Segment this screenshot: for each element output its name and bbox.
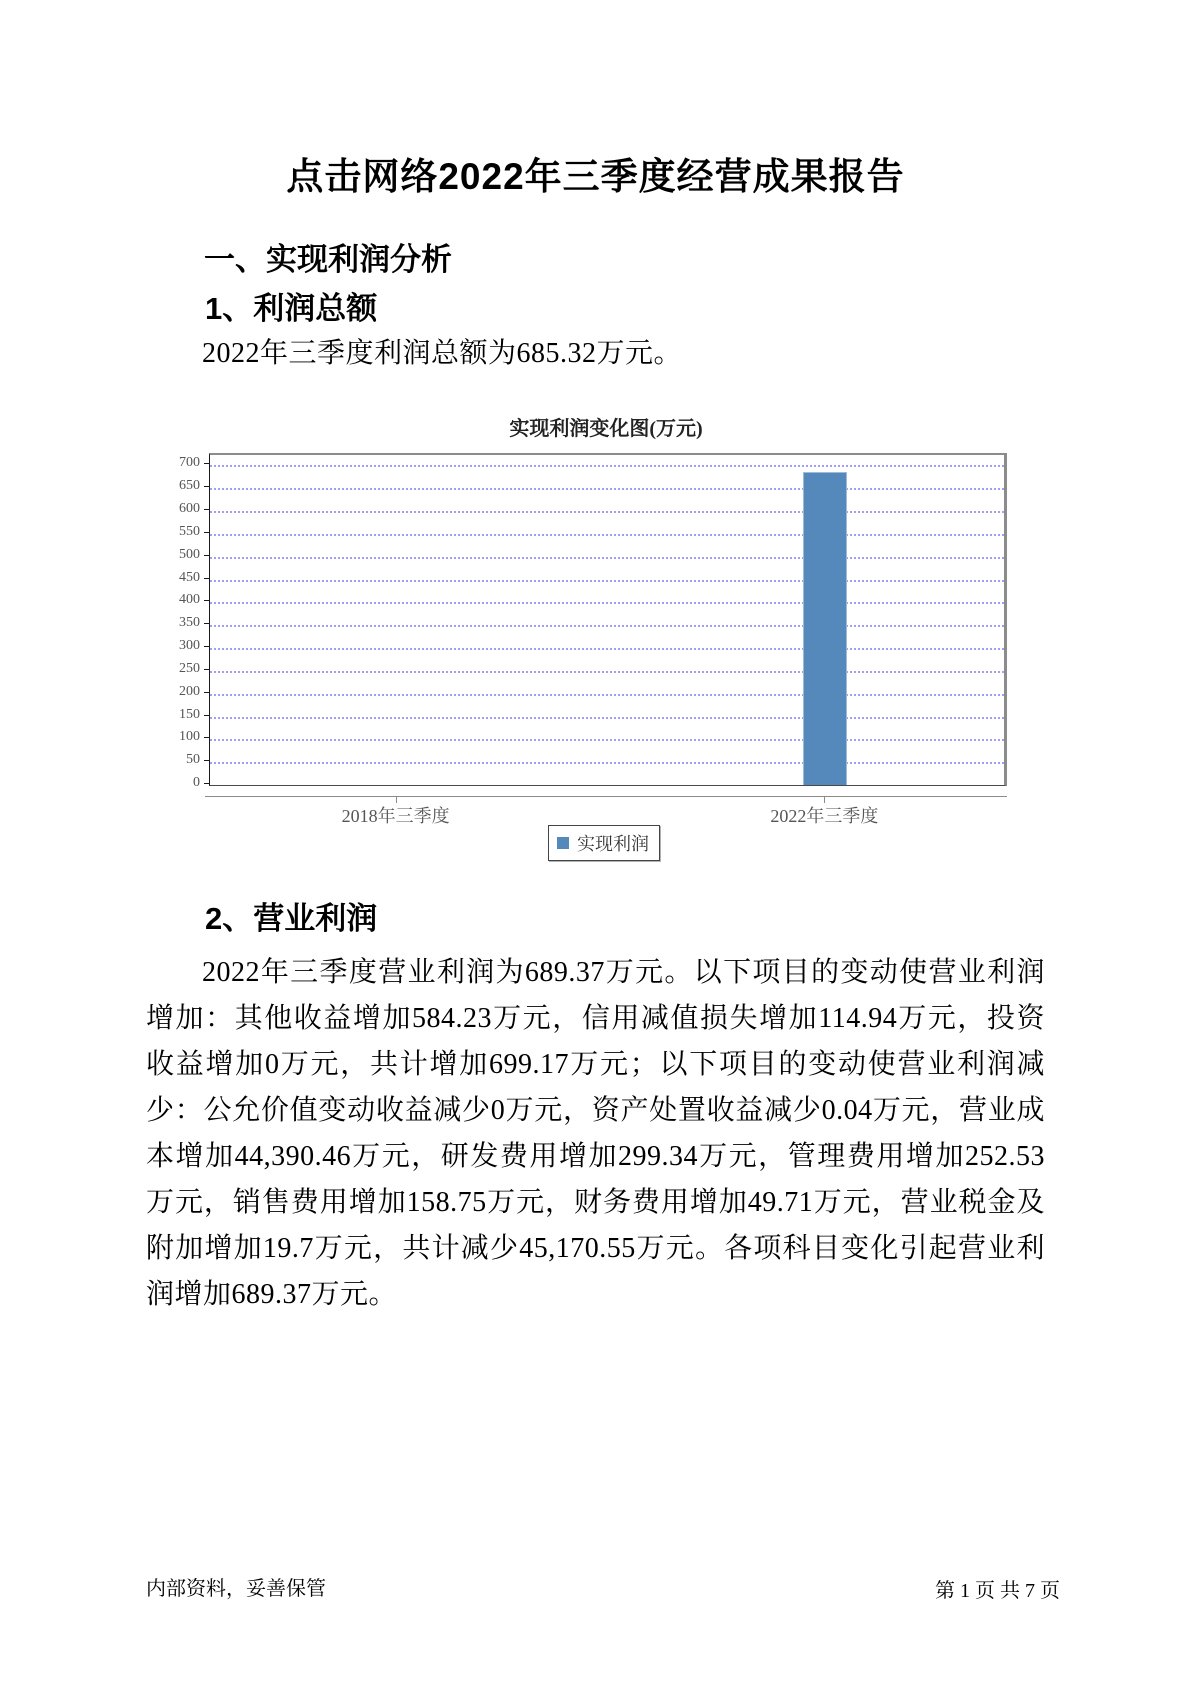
x-axis-category-label: 2022年三季度 [770,806,879,826]
footer-confidential-note: 内部资料，妥善保管 [146,1578,326,1600]
chart-title: 实现利润变化图(万元) [509,418,703,440]
x-axis-line [205,796,1007,797]
y-axis-tick [204,737,209,738]
y-axis-tick [204,486,209,487]
operating-profit-text: 2022年三季度营业利润为689.37万元。以下项目的变动使营业利润增加：其他收益增加584.23万元，信用减值损失增加114.94万元，投资收益增加0万元，共计增加699.17万元；以下项目的变动使营业利润减少：公允价值变动收益减少0万元，资产处置收益减少0.04万元，营业成本增加44,390.46万元，研发费用增加299.34万元，管理费用增加252.53万元，销售费用增加158.75万元，财务费用增加49.71万元，营业税金及附加增加19.7万元，共计减少45,170.55万元。各项科目变化引起营业利润增加689.37万元。 [146,957,1045,1310]
chart-plot-area [209,453,1007,786]
y-axis-tick-label: 350 [179,615,200,631]
y-axis-tick [204,692,209,693]
y-axis-tick [204,509,209,510]
gridline-500 [210,557,1004,559]
y-axis-tick-label: 300 [179,638,200,654]
gridline-100 [210,739,1004,741]
gridline-150 [210,717,1004,719]
y-axis-tick [204,760,209,761]
y-axis-tick-label: 550 [179,523,200,539]
legend-swatch-icon [557,837,569,849]
y-axis-tick [204,555,209,556]
chart-legend [548,825,660,861]
y-axis-tick-label: 100 [179,729,200,745]
y-axis-tick-label: 150 [179,706,200,722]
y-axis-tick-label: 0 [193,775,200,790]
gridline-450 [210,580,1004,582]
gridline-400 [210,602,1004,604]
y-axis-tick [204,646,209,647]
y-axis-tick-label: 600 [179,501,200,517]
gridline-250 [210,671,1004,673]
y-axis-tick [204,463,209,464]
section-heading-profit-analysis: 一、实现利润分析 [204,242,452,277]
y-axis-tick [204,578,209,579]
gridline-550 [210,534,1004,536]
gridline-200 [210,694,1004,696]
gridline-50 [210,762,1004,764]
y-axis-tick-label: 400 [179,592,200,608]
total-profit-text: 2022年三季度利润总额为685.32万元。 [202,338,683,369]
y-axis-tick-label: 500 [179,546,200,562]
gridline-600 [210,511,1004,513]
y-axis-tick-label: 200 [179,683,200,699]
y-axis-tick-label: 450 [179,569,200,585]
gridline-350 [210,625,1004,627]
report-title: 点击网络2022年三季度经营成果报告 [286,156,905,197]
y-axis-tick-label: 50 [186,752,200,768]
y-axis-tick-label: 650 [179,478,200,494]
y-axis-tick [204,623,209,624]
y-axis-tick [204,532,209,533]
y-axis-tick [204,669,209,670]
y-axis-tick [204,715,209,716]
legend-label: 实现利润 [577,834,649,854]
subsection-heading-total-profit: 1、利润总额 [205,291,378,326]
y-axis-tick-label: 700 [179,455,200,471]
bar-2022年三季度 [803,472,847,785]
y-axis-tick [204,783,209,784]
x-axis-category-label: 2018年三季度 [341,806,450,826]
footer-page-number: 第 1 页 共 7 页 [935,1580,1060,1602]
subsection-heading-operating-profit: 2、营业利润 [205,901,378,936]
gridline-650 [210,488,1004,490]
y-axis-tick [204,600,209,601]
gridline-700 [210,465,1004,467]
gridline-300 [210,648,1004,650]
y-axis-tick-label: 250 [179,660,200,676]
